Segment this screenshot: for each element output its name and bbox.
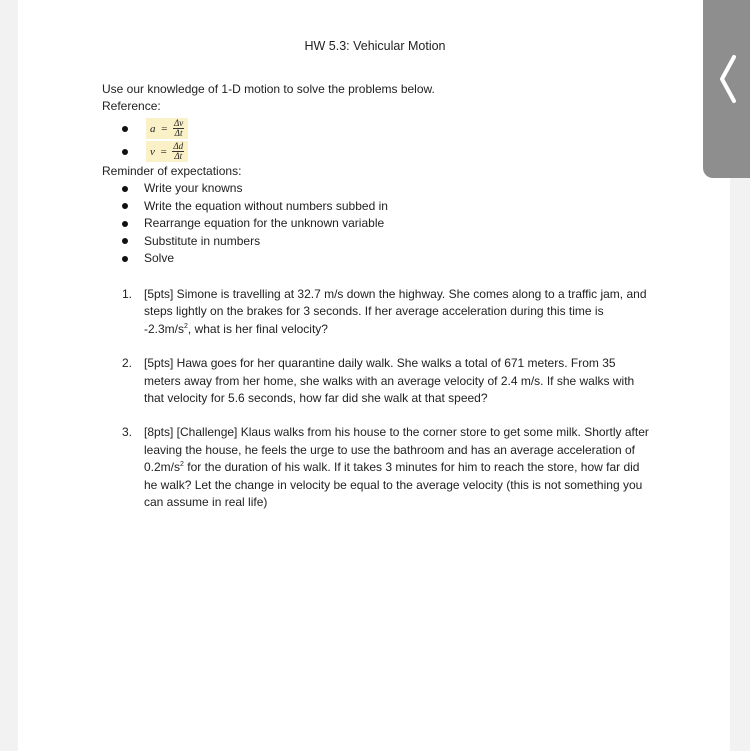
problem-item bbox=[122, 355, 652, 407]
bullet-icon bbox=[122, 221, 128, 227]
bullet-icon bbox=[122, 256, 128, 262]
problem-text-main: [5pts] Hawa goes for her quarantine daily walk. She walks a total of 671 meters. From 35 meters away from her home, she walks with an average velocity of 2.4 m/s. If she walks with that velocity for 5.6 seconds, how far did she walk at that speed? bbox=[144, 356, 635, 406]
intro-line: Use our knowledge of 1-D motion to solve the problems below. bbox=[102, 82, 435, 96]
list-item bbox=[122, 180, 388, 198]
reference-label: Reference: bbox=[102, 99, 161, 113]
formula-numerator: Δv bbox=[173, 118, 184, 128]
formula-denominator: Δt bbox=[174, 128, 183, 138]
reminder-heading: Reminder of expectations: bbox=[102, 164, 242, 178]
formula-fraction bbox=[173, 119, 184, 138]
bullet-icon bbox=[122, 186, 128, 192]
acceleration-formula bbox=[146, 118, 188, 139]
velocity-formula bbox=[146, 141, 188, 162]
problem-list bbox=[122, 286, 652, 528]
problem-number: 2. bbox=[122, 356, 133, 371]
list-item-text: Write your knowns bbox=[144, 181, 243, 195]
back-button[interactable] bbox=[703, 0, 750, 178]
bullet-icon bbox=[122, 126, 128, 132]
formula-equals: = bbox=[159, 145, 168, 158]
problem-superscript: 2 bbox=[180, 461, 184, 469]
intro-text bbox=[102, 81, 435, 115]
formula-numerator: Δd bbox=[173, 141, 184, 151]
problem-text-main: [8pts] [Challenge] Klaus walks from his house to the corner store to get some milk. Shortly after leaving the house, he feels the urge to use the bathroom and has an average acceleration of 0.2m/s bbox=[144, 425, 649, 475]
formula-item bbox=[122, 118, 188, 139]
formula-denominator: Δt bbox=[174, 151, 183, 161]
chevron-left-icon bbox=[716, 49, 738, 109]
list-item bbox=[122, 250, 388, 268]
list-item-text: Rearrange equation for the unknown variable bbox=[144, 216, 385, 230]
problem-item bbox=[122, 424, 652, 511]
list-item bbox=[122, 233, 388, 251]
bullet-icon bbox=[122, 203, 128, 209]
formula-fraction bbox=[172, 142, 184, 161]
problem-text-main: [5pts] Simone is travelling at 32.7 m/s down the highway. She comes along to a traffic jam, and steps lightly on the brakes for 3 seconds. If her average acceleration during this time is -2.3m/s bbox=[144, 287, 647, 336]
formula-equals: = bbox=[160, 122, 168, 135]
problem-text-tail: for the duration of his walk. If it takes 3 minutes for him to reach the store, how far did he walk? Let the change in velocity be equal to the average velocity (this is not something you can assume in real life) bbox=[144, 460, 643, 510]
problem-text bbox=[144, 424, 652, 511]
problem-text bbox=[144, 355, 652, 407]
list-item bbox=[122, 215, 388, 233]
list-item bbox=[122, 198, 388, 216]
formula-lhs: a bbox=[150, 122, 156, 135]
bullet-icon bbox=[122, 238, 128, 244]
problem-number: 3. bbox=[122, 425, 133, 440]
problem-text-tail: , what is her final velocity? bbox=[187, 321, 328, 336]
formula-item bbox=[122, 141, 188, 162]
formula-lhs: v bbox=[150, 145, 155, 158]
problem-text bbox=[144, 286, 652, 338]
problem-number: 1. bbox=[122, 287, 133, 301]
problem-item bbox=[122, 286, 652, 338]
list-item-text: Solve bbox=[144, 251, 175, 265]
list-item-text: Write the equation without numbers subbed in bbox=[144, 198, 388, 213]
reminder-list bbox=[122, 180, 388, 268]
bullet-icon bbox=[122, 149, 128, 155]
list-item-text: Substitute in numbers bbox=[144, 233, 261, 248]
page-title: HW 5.3: Vehicular Motion bbox=[304, 39, 446, 53]
problem-superscript: 2 bbox=[184, 322, 188, 330]
